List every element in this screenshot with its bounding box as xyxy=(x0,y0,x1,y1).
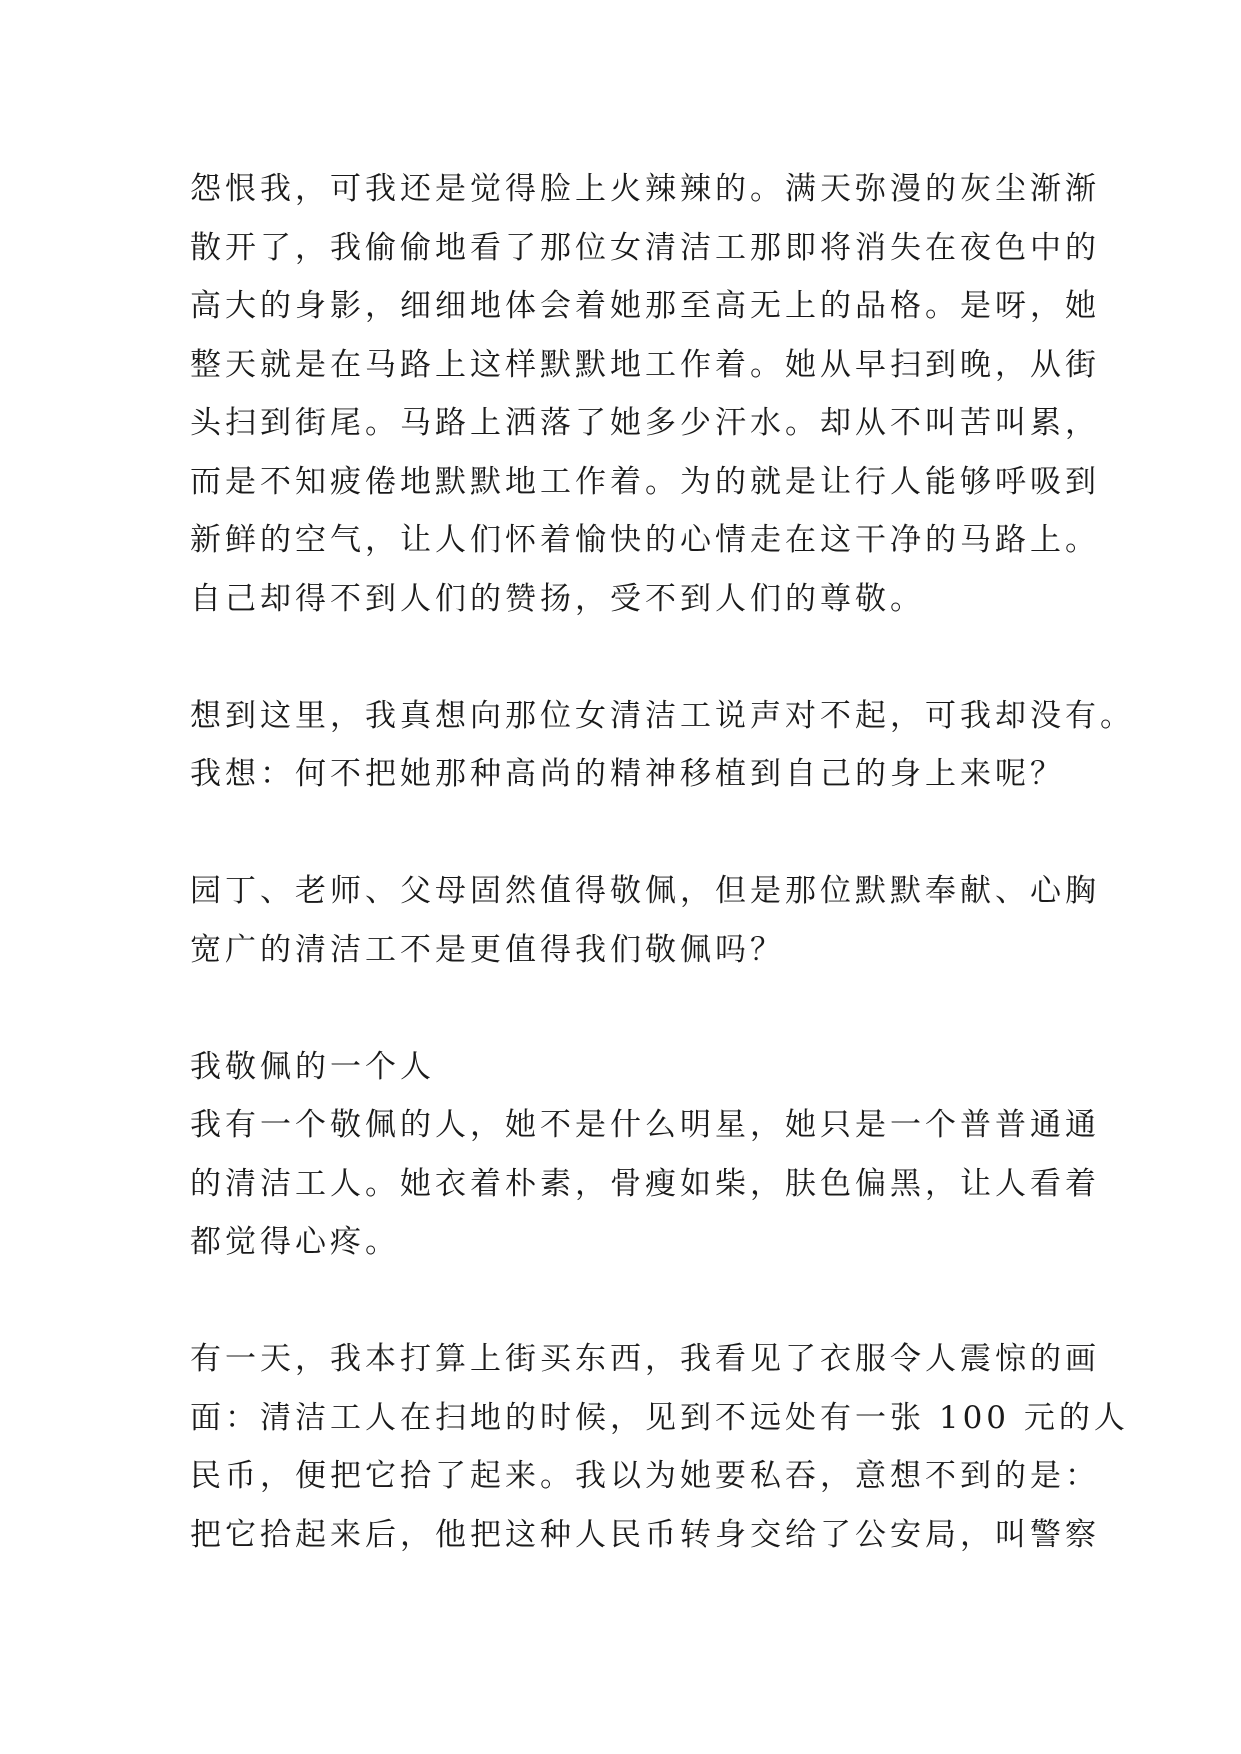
text-line: 都觉得心疼。 xyxy=(190,1224,400,1260)
text-line: 园丁、老师、父母固然值得敬佩，但是那位默默奉献、心胸 xyxy=(190,873,1100,909)
text-line: 整天就是在马路上这样默默地工作着。她从早扫到晚，从街 xyxy=(190,346,1100,383)
text-line: 宽广的清洁工不是更值得我们敬佩吗？ xyxy=(190,931,785,968)
text-line: 民币，便把它拾了起来。我以为她要私吞，意想不到的是： xyxy=(190,1458,1100,1494)
document-body xyxy=(190,160,1135,1564)
section-heading: 我敬佩的一个人 xyxy=(190,1048,435,1085)
text-line: 自己却得不到人们的赞扬，受不到人们的尊敬。 xyxy=(190,580,925,617)
text-line: 有一天，我本打算上街买东西，我看见了衣服令人震惊的画 xyxy=(190,1341,1100,1377)
text-line: 面：清洁工人在扫地的时候，见到不远处有一张 100 元的人 xyxy=(190,1399,1129,1436)
paragraph-gap xyxy=(190,979,1070,1038)
paragraph xyxy=(190,862,1100,979)
text-line: 我有一个敬佩的人，她不是什么明星，她只是一个普普通通 xyxy=(190,1107,1100,1143)
paragraph xyxy=(190,1330,1129,1564)
text-line: 散开了，我偷偷地看了那位女清洁工那即将消失在夜色中的 xyxy=(190,229,1100,266)
text-line: 新鲜的空气，让人们怀着愉快的心情走在这干净的马路上。 xyxy=(190,522,1100,558)
text-line: 的清洁工人。她衣着朴素，骨瘦如柴，肤色偏黑，让人看着 xyxy=(190,1165,1100,1202)
paragraph-gap xyxy=(190,628,1070,687)
text-line: 高大的身影，细细地体会着她那至高无上的品格。是呀，她 xyxy=(190,288,1100,324)
paragraph-gap xyxy=(190,804,1070,863)
text-line: 我想：何不把她那种高尚的精神移植到自己的身上来呢？ xyxy=(190,756,1065,792)
paragraph xyxy=(190,160,1100,628)
paragraph xyxy=(190,1038,1100,1272)
text-line: 怨恨我，可我还是觉得脸上火辣辣的。满天弥漫的灰尘渐渐 xyxy=(190,171,1100,207)
text-line: 头扫到街尾。马路上洒落了她多少汗水。却从不叫苦叫累， xyxy=(190,405,1100,441)
text-line: 而是不知疲倦地默默地工作着。为的就是让行人能够呼吸到 xyxy=(190,463,1100,500)
paragraph xyxy=(190,687,1135,804)
paragraph-gap xyxy=(190,1272,1070,1331)
text-line: 把它拾起来后，他把这种人民币转身交给了公安局，叫警察 xyxy=(190,1516,1100,1553)
text-line: 想到这里，我真想向那位女清洁工说声对不起，可我却没有。 xyxy=(190,697,1135,734)
